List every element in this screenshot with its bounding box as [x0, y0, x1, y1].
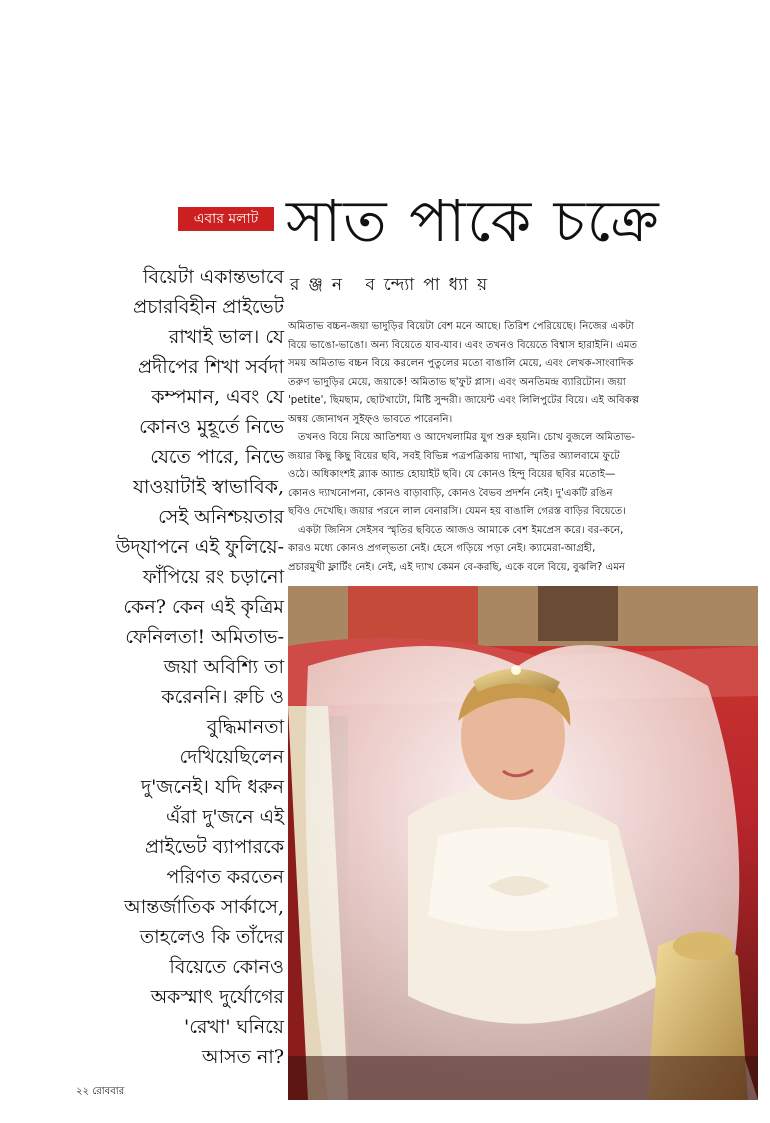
pull-quote-line: কোনও মুহূর্তে নিভে — [139, 416, 284, 438]
body-line: প্রচারমুখী ফ্লার্টিং নেই। নেই, এই দ্যাখ কেমন বে-করছি, একে বলে বিয়ে, বুঝলি? এমন — [288, 561, 626, 573]
pull-quote-line: ফেনিলতা! অমিতাভ- — [125, 626, 284, 648]
body-line: কোনও দ্যাখনোপনা, কোনও বাড়াবাড়ি, কোনও বৈভব প্রদর্শন নেই। দু'একটি রঙিন — [288, 487, 613, 499]
pull-quote-line: কেন? কেন এই কৃত্রিম — [123, 596, 284, 618]
author-byline: রঞ্জন বন্দ্যোপাধ্যায় — [290, 275, 497, 295]
body-line: তখনও বিয়ে নিয়ে আতিশয্য ও আদেখলামির যুগ শুরু হয়নি। চোখ বুজলে অমিতাভ- — [298, 432, 635, 443]
pull-quote-line: বিয়েটা একান্তভাবে — [143, 266, 284, 288]
body-line: জয়ার কিছু কিছু বিয়ের ছবি, সবই বিভিন্ন পত্রপত্রিকায় দ্যাখা, স্মৃতির অ্যালবামে ফুটে — [288, 450, 620, 462]
pull-quote-line: দেখিয়েছিলেন — [179, 746, 284, 768]
body-line: কারও মধ্যে কোনও প্রগল্‌ভতা নেই। হেসে গড়িয়ে পড়া নেই। ক্যামেরা-আগ্রহী, — [288, 543, 596, 554]
pull-quote-line: আন্তর্জাতিক সার্কাসে, — [124, 896, 284, 918]
pull-quote-line: সেই অনিশ্চয়তার — [158, 506, 284, 528]
pull-quote — [92, 262, 284, 1072]
pull-quote-line: প্রদীপের শিখা সর্বদা — [138, 356, 284, 378]
page-footer — [76, 1084, 124, 1101]
pull-quote-line: বিয়েতে কোনও — [169, 956, 284, 978]
body-line: একটা জিনিস সেইসব স্মৃতির ছবিতে আজও আমাকে বেশ ইমপ্রেস করে। বর-কনে, — [298, 524, 624, 536]
body-line: তরুণ ভাদুড়ির মেয়ে, জয়াকে! অমিতাভ ছ'ফুট প্লাস। এবং অনতিমন্দ্র ব্যারিটোন। জয়া — [288, 376, 626, 388]
pull-quote-line: 'রেখা' ঘনিয়ে — [184, 1016, 284, 1038]
pull-quote-line: দু'জনেই। যদি ধরুন — [141, 776, 284, 798]
bride-photo — [288, 586, 758, 1100]
body-line: অন্বয় জোনাথন সুইফ্‌ও ভাবতে পারেননি। — [288, 413, 453, 425]
pull-quote-line: রাখাই ভাল। যে — [168, 326, 284, 348]
page-number: ২২ — [76, 1086, 90, 1097]
body-line: 'petite', ছিমছাম, ছোটখাটো, মিষ্টি সুন্দরী। জায়েন্ট এবং লিলিপুটের বিয়ে। এই অবিকল্প — [288, 395, 640, 406]
pull-quote-line: এঁরা দু'জনে এই — [165, 806, 284, 828]
pull-quote-line: বুদ্ধিমানতা — [206, 716, 284, 738]
pull-quote-line: যেতে পারে, নিভে — [150, 446, 284, 468]
pull-quote-line: পরিণত করতেন — [166, 866, 284, 888]
article-title: সাত পাকে চক্রে — [286, 187, 661, 255]
section-tag: এবার মলাট — [178, 207, 274, 231]
pull-quote-line: উদ্‌যাপনে এই ফুলিয়ে- — [115, 536, 284, 558]
pull-quote-line: ফাঁপিয়ে রং চড়ানো — [142, 566, 284, 588]
body-line: ওঠে। অধিকাংশই ব্ল্যাক অ্যান্ড হোয়াইট ছবি। যে কোনও হিন্দু বিয়ের ছবির মতোই— — [288, 469, 616, 480]
article-body — [288, 318, 746, 577]
pull-quote-line: তাহলেও কি তাঁদের — [139, 926, 284, 948]
body-line: সময় অমিতাভ বচ্চন বিয়ে করলেন পুতুলের মতো বাঙালি মেয়ে, এবং লেখক-সাংবাদিক — [288, 358, 634, 369]
pull-quote-line: করেননি। রুচি ও — [161, 686, 284, 708]
body-line: অমিতাভ বচ্চন-জয়া ভাদুড়ির বিয়েটা বেশ মনে আছে। তিরিশ পেরিয়েছে। নিজের একটা — [288, 321, 634, 332]
body-line: ছবিও দেখেছি। জয়ার পরনে লাল বেনারসি। যেমন হয় বাঙালি গেরস্ত বাড়ির বিয়েতে। — [288, 506, 626, 517]
pull-quote-line: প্রচারবিহীন প্রাইভেট — [133, 296, 284, 318]
pull-quote-line: অকস্মাৎ দুর্যোগের — [150, 986, 284, 1008]
body-line: বিয়ে ভাঙো-ভাঙো। অন্য বিয়েতে যাব-যাব। এবং তখনও বিয়েতে বিশ্বাস হারাইনি। এমত — [288, 339, 638, 351]
pull-quote-line: আসত না? — [201, 1046, 284, 1068]
pull-quote-line: যাওয়াটাই স্বাভাবিক, — [132, 476, 284, 498]
publication-name: রোববার — [92, 1086, 125, 1097]
pull-quote-line: কম্পমান, এবং যে — [151, 386, 284, 408]
pull-quote-line: জয়া অবিশ্যি তা — [163, 656, 284, 678]
pull-quote-line: প্রাইভেট ব্যাপারকে — [144, 836, 284, 858]
